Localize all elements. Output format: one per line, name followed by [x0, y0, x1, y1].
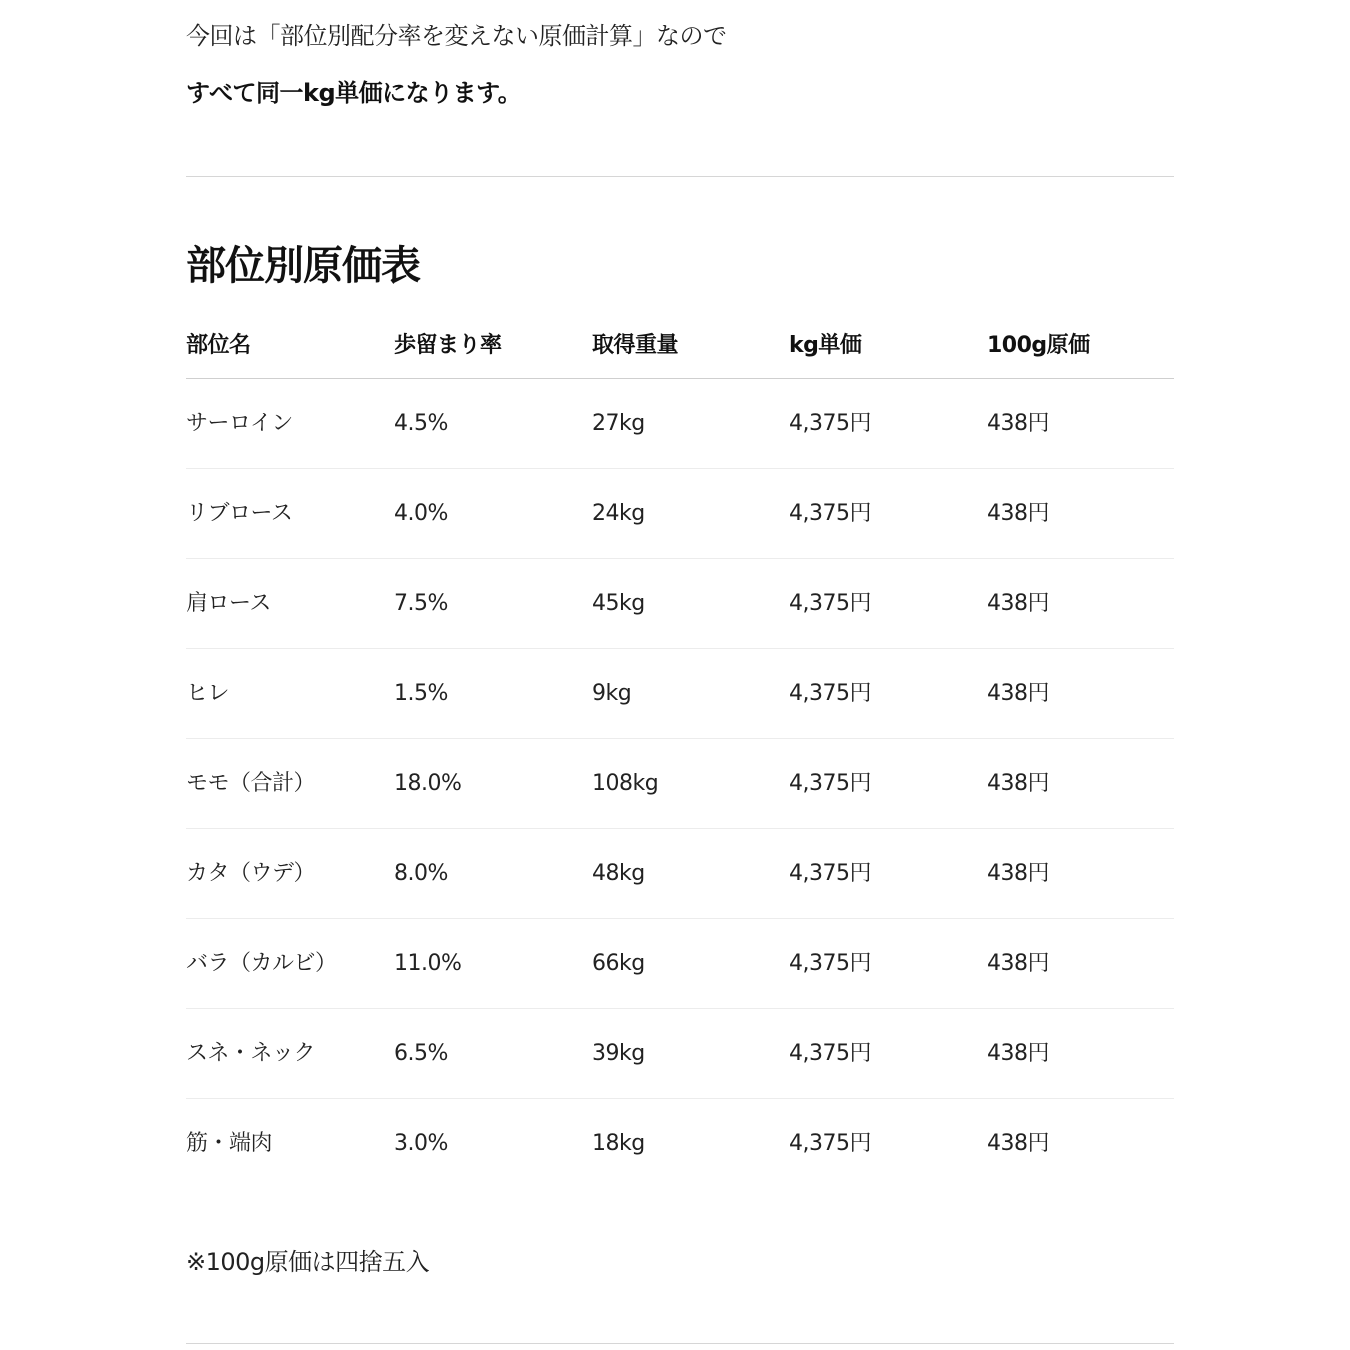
table-row: [186, 379, 1174, 469]
table-row: [186, 1009, 1174, 1099]
cell-kg-price: 4,375円: [789, 1131, 871, 1156]
cell-yield-rate: 7.5%: [394, 591, 448, 616]
cell-weight: 39kg: [592, 1041, 645, 1066]
table-row: [186, 829, 1174, 919]
table-header-row: [186, 318, 1174, 379]
cell-part-name: モモ（合計）: [186, 771, 316, 796]
cell-100g-cost: 438円: [987, 1131, 1049, 1156]
cell-100g-cost: 438円: [987, 951, 1049, 976]
cell-100g-cost: 438円: [987, 861, 1049, 886]
cell-weight: 27kg: [592, 411, 645, 436]
column-header-yield-rate: 歩留まり率: [394, 333, 502, 358]
cell-weight: 18kg: [592, 1131, 645, 1156]
cell-part-name: 肩ロース: [186, 591, 271, 616]
cell-weight: 66kg: [592, 951, 645, 976]
cell-100g-cost: 438円: [987, 411, 1049, 436]
cell-kg-price: 4,375円: [789, 861, 871, 886]
divider: [186, 1343, 1174, 1344]
cell-weight: 48kg: [592, 861, 645, 886]
column-header-100g-cost: 100g原価: [987, 333, 1090, 358]
cell-100g-cost: 438円: [987, 591, 1049, 616]
cell-weight: 108kg: [592, 771, 659, 796]
column-header-kg-price: kg単価: [789, 333, 862, 358]
section-title: 部位別原価表: [186, 243, 420, 289]
cell-kg-price: 4,375円: [789, 501, 871, 526]
cell-part-name: ヒレ: [186, 681, 230, 706]
cell-100g-cost: 438円: [987, 681, 1049, 706]
cell-100g-cost: 438円: [987, 771, 1049, 796]
cell-kg-price: 4,375円: [789, 771, 871, 796]
table-row: [186, 469, 1174, 559]
cell-100g-cost: 438円: [987, 501, 1049, 526]
cell-kg-price: 4,375円: [789, 411, 871, 436]
cell-part-name: 筋・端肉: [186, 1131, 273, 1156]
cell-yield-rate: 6.5%: [394, 1041, 448, 1066]
column-header-part-name: 部位名: [186, 333, 251, 358]
cell-weight: 9kg: [592, 681, 632, 706]
cell-yield-rate: 3.0%: [394, 1131, 448, 1156]
cell-yield-rate: 8.0%: [394, 861, 448, 886]
cell-kg-price: 4,375円: [789, 951, 871, 976]
cell-kg-price: 4,375円: [789, 1041, 871, 1066]
table-row: [186, 919, 1174, 1009]
footnote: ※100g原価は四捨五入: [186, 1248, 430, 1276]
cell-100g-cost: 438円: [987, 1041, 1049, 1066]
cell-yield-rate: 18.0%: [394, 771, 462, 796]
cell-part-name: カタ（ウデ）: [186, 861, 316, 886]
table-row: [186, 1099, 1174, 1188]
cell-yield-rate: 4.5%: [394, 411, 448, 436]
cell-yield-rate: 11.0%: [394, 951, 462, 976]
cell-weight: 45kg: [592, 591, 645, 616]
table-row: [186, 739, 1174, 829]
column-header-weight: 取得重量: [592, 333, 679, 358]
cell-yield-rate: 4.0%: [394, 501, 448, 526]
intro-emphasis-text: すべて同一kg単価になります。: [186, 79, 522, 107]
cell-kg-price: 4,375円: [789, 681, 871, 706]
cost-table: [186, 318, 1174, 1188]
cell-part-name: サーロイン: [186, 411, 293, 436]
cell-weight: 24kg: [592, 501, 645, 526]
cell-part-name: リブロース: [186, 501, 293, 526]
divider: [186, 176, 1174, 177]
cell-kg-price: 4,375円: [789, 591, 871, 616]
cell-part-name: バラ（カルビ）: [186, 951, 337, 976]
table-row: [186, 649, 1174, 739]
table-row: [186, 559, 1174, 649]
intro-text: 今回は「部位別配分率を変えない原価計算」なので: [186, 22, 727, 50]
cell-part-name: スネ・ネック: [186, 1041, 316, 1066]
cell-yield-rate: 1.5%: [394, 681, 448, 706]
